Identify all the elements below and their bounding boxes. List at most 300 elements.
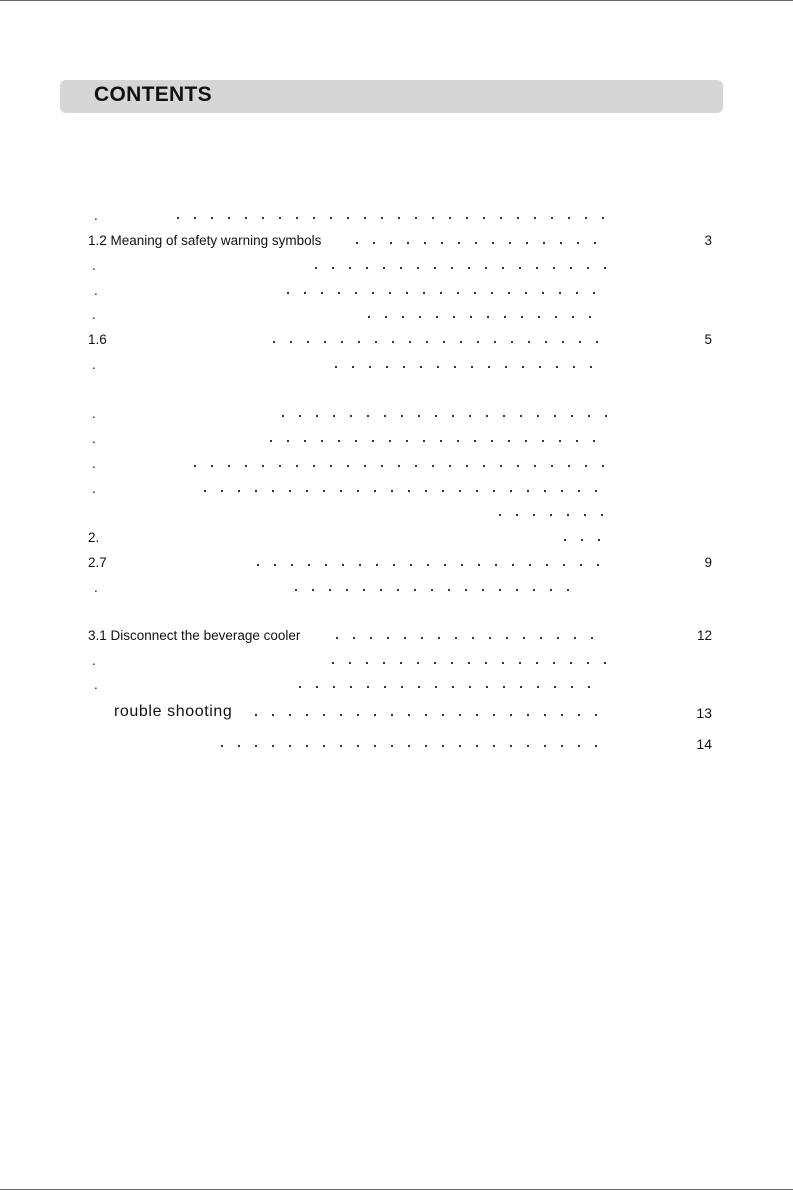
toc-leader-dots	[88, 257, 712, 277]
leader-dot	[355, 440, 357, 442]
leader-dot	[425, 490, 427, 492]
leader-dot	[423, 292, 425, 294]
toc-entry[interactable]	[88, 232, 712, 252]
leader-dot	[537, 686, 539, 688]
leader-dot	[458, 242, 460, 244]
leader-dot	[333, 415, 335, 417]
leader-dot	[290, 341, 292, 343]
leader-dot	[273, 341, 275, 343]
leader-dot	[350, 415, 352, 417]
leader-dot	[488, 366, 490, 368]
leader-dot	[347, 217, 349, 219]
leader-dot	[381, 465, 383, 467]
leader-dot	[482, 589, 484, 591]
leader-dot	[245, 217, 247, 219]
leader-dot	[451, 662, 453, 664]
leader-dot	[465, 589, 467, 591]
leader-dot	[533, 589, 535, 591]
leader-dot	[323, 490, 325, 492]
leader-dot	[255, 745, 257, 747]
leader-dot	[519, 662, 521, 664]
leader-dot	[500, 465, 502, 467]
toc-entry-label: .	[92, 406, 96, 421]
leader-dot	[364, 217, 366, 219]
leader-dot	[495, 564, 497, 566]
toc-leader-dots	[88, 627, 712, 647]
leader-dot	[506, 637, 508, 639]
leader-dot	[367, 686, 369, 688]
leader-dot	[461, 564, 463, 566]
leader-dot	[604, 267, 606, 269]
leader-dot	[594, 242, 596, 244]
leader-dot	[581, 539, 583, 541]
leader-dot	[568, 217, 570, 219]
leader-dot	[315, 267, 317, 269]
leader-dot	[353, 637, 355, 639]
leader-dot	[194, 217, 196, 219]
leader-dot	[527, 714, 529, 716]
leader-dot	[512, 564, 514, 566]
leader-dot	[307, 341, 309, 343]
leader-dot	[406, 292, 408, 294]
leader-dot	[299, 415, 301, 417]
leader-dot	[573, 366, 575, 368]
leader-dot	[346, 589, 348, 591]
leader-dot	[537, 415, 539, 417]
leader-dot	[441, 242, 443, 244]
leader-dot	[602, 217, 604, 219]
leader-dot	[555, 316, 557, 318]
toc-leader-dots	[88, 676, 712, 696]
leader-dot	[540, 637, 542, 639]
leader-dot	[330, 217, 332, 219]
leader-dot	[489, 637, 491, 639]
leader-dot	[538, 316, 540, 318]
leader-dot	[562, 341, 564, 343]
leader-dot	[451, 267, 453, 269]
leader-dot	[332, 267, 334, 269]
leader-dot	[398, 217, 400, 219]
leader-dot	[228, 465, 230, 467]
leader-dot	[542, 292, 544, 294]
leader-dot	[408, 714, 410, 716]
leader-dot	[381, 217, 383, 219]
toc-leader-dots	[88, 331, 712, 351]
leader-dot	[391, 490, 393, 492]
leader-dot	[542, 440, 544, 442]
leader-dot	[436, 316, 438, 318]
leader-dot	[567, 589, 569, 591]
leader-dot	[427, 564, 429, 566]
leader-dot	[387, 637, 389, 639]
leader-dot	[472, 637, 474, 639]
leader-dot	[504, 316, 506, 318]
leader-dot	[502, 267, 504, 269]
toc-entry[interactable]	[88, 627, 712, 647]
toc-leader-dots	[88, 232, 712, 252]
leader-dot	[323, 714, 325, 716]
leader-dot	[419, 316, 421, 318]
toc-entry[interactable]	[88, 207, 712, 227]
leader-dot	[368, 316, 370, 318]
leader-dot	[403, 366, 405, 368]
leader-dot	[554, 415, 556, 417]
leader-dot	[590, 366, 592, 368]
leader-dot	[471, 366, 473, 368]
leader-dot	[415, 465, 417, 467]
leader-dot	[561, 490, 563, 492]
leader-dot	[221, 490, 223, 492]
leader-dot	[442, 490, 444, 492]
leader-dot	[577, 242, 579, 244]
toc-entry[interactable]	[88, 676, 712, 696]
leader-dot	[374, 490, 376, 492]
leader-dot	[476, 490, 478, 492]
leader-dot	[499, 514, 501, 516]
bottom-rule	[0, 1189, 793, 1190]
leader-dot	[585, 217, 587, 219]
toc-entry-label: .	[92, 307, 96, 322]
leader-dot	[316, 686, 318, 688]
leader-dot	[402, 316, 404, 318]
leader-dot	[391, 745, 393, 747]
leader-dot	[420, 366, 422, 368]
leader-dot	[544, 490, 546, 492]
leader-dot	[415, 217, 417, 219]
leader-dot	[493, 714, 495, 716]
leader-dot	[510, 714, 512, 716]
leader-dot	[355, 292, 357, 294]
leader-dot	[494, 341, 496, 343]
leader-dot	[545, 341, 547, 343]
toc-entry-label: rouble shooting	[114, 703, 233, 720]
leader-dot	[588, 415, 590, 417]
leader-dot	[564, 539, 566, 541]
leader-dot	[373, 242, 375, 244]
toc-leader-dots	[88, 207, 712, 227]
leader-dot	[435, 686, 437, 688]
leader-dot	[308, 564, 310, 566]
leader-dot	[561, 745, 563, 747]
toc-entry[interactable]	[88, 529, 712, 549]
leader-dot	[520, 686, 522, 688]
leader-dot	[505, 366, 507, 368]
leader-dot	[245, 465, 247, 467]
leader-dot	[357, 714, 359, 716]
leader-dot	[262, 217, 264, 219]
toc-entry-label: .	[92, 481, 96, 496]
leader-dot	[323, 745, 325, 747]
leader-dot	[589, 316, 591, 318]
leader-dot	[561, 714, 563, 716]
leader-dot	[574, 637, 576, 639]
leader-dot	[605, 415, 607, 417]
leader-dot	[272, 714, 274, 716]
leader-dot	[596, 341, 598, 343]
toc-leader-dots	[88, 430, 712, 450]
leader-dot	[523, 637, 525, 639]
toc-entry-label: 2.7	[88, 555, 107, 570]
leader-dot	[508, 292, 510, 294]
leader-dot	[568, 465, 570, 467]
leader-dot	[493, 745, 495, 747]
toc-entry-label: .	[94, 580, 98, 595]
leader-dot	[398, 465, 400, 467]
leader-dot	[476, 714, 478, 716]
leader-dot	[469, 415, 471, 417]
leader-dot	[238, 745, 240, 747]
leader-dot	[341, 341, 343, 343]
leader-dot	[369, 366, 371, 368]
leader-dot	[306, 714, 308, 716]
leader-dot	[527, 490, 529, 492]
leader-dot	[356, 242, 358, 244]
leader-dot	[376, 564, 378, 566]
leader-dot	[383, 267, 385, 269]
leader-dot	[554, 686, 556, 688]
contents-title: CONTENTS	[94, 83, 212, 106]
toc-entry-page: 14	[696, 736, 712, 752]
leader-dot	[571, 686, 573, 688]
leader-dot	[330, 465, 332, 467]
leader-dot	[449, 217, 451, 219]
leader-dot	[440, 292, 442, 294]
leader-dot	[578, 745, 580, 747]
leader-dot	[324, 341, 326, 343]
leader-dot	[453, 316, 455, 318]
leader-dot	[375, 341, 377, 343]
leader-dot	[587, 662, 589, 664]
leader-dot	[321, 440, 323, 442]
leader-dot	[556, 366, 558, 368]
leader-dot	[425, 714, 427, 716]
leader-dot	[595, 490, 597, 492]
leader-dot	[551, 465, 553, 467]
toc-entry-page: 3	[704, 233, 712, 248]
leader-dot	[503, 415, 505, 417]
leader-dot	[393, 564, 395, 566]
leader-dot	[570, 267, 572, 269]
leader-dot	[475, 242, 477, 244]
leader-dot	[279, 217, 281, 219]
toc-entry-label: .	[92, 258, 96, 273]
leader-dot	[544, 714, 546, 716]
toc-leader-dots	[88, 455, 712, 475]
leader-dot	[357, 490, 359, 492]
toc-leader-dots	[88, 480, 712, 500]
leader-dot	[385, 316, 387, 318]
toc-entry[interactable]	[88, 455, 712, 475]
leader-dot	[194, 465, 196, 467]
leader-dot	[534, 217, 536, 219]
leader-dot	[397, 589, 399, 591]
leader-dot	[486, 415, 488, 417]
leader-dot	[470, 316, 472, 318]
leader-dot	[560, 242, 562, 244]
leader-dot	[347, 465, 349, 467]
leader-dot	[325, 564, 327, 566]
leader-dot	[340, 714, 342, 716]
leader-dot	[557, 637, 559, 639]
leader-dot	[287, 440, 289, 442]
leader-dot	[474, 440, 476, 442]
leader-dot	[485, 267, 487, 269]
leader-dot	[529, 564, 531, 566]
leader-dot	[424, 242, 426, 244]
leader-dot	[553, 662, 555, 664]
leader-dot	[401, 415, 403, 417]
leader-dot	[468, 267, 470, 269]
leader-dot	[525, 440, 527, 442]
leader-dot	[459, 490, 461, 492]
leader-dot	[466, 465, 468, 467]
toc-entry[interactable]	[88, 652, 712, 672]
leader-dot	[595, 745, 597, 747]
toc-entry[interactable]	[88, 554, 712, 574]
toc-entry-label: .	[92, 431, 96, 446]
toc-entry-label: 1.2 Meaning of safety warning symbols	[88, 233, 322, 248]
leader-dot	[543, 242, 545, 244]
leader-dot	[417, 662, 419, 664]
leader-dot	[177, 217, 179, 219]
leader-dot	[434, 662, 436, 664]
leader-dot	[510, 745, 512, 747]
leader-dot	[372, 292, 374, 294]
leader-dot	[349, 662, 351, 664]
leader-dot	[357, 745, 359, 747]
leader-dot	[366, 662, 368, 664]
leader-dot	[539, 366, 541, 368]
leader-dot	[408, 490, 410, 492]
leader-dot	[567, 514, 569, 516]
leader-dot	[340, 490, 342, 492]
leader-dot	[312, 589, 314, 591]
leader-dot	[295, 589, 297, 591]
leader-dot	[553, 267, 555, 269]
leader-dot	[435, 415, 437, 417]
leader-dot	[211, 217, 213, 219]
leader-dot	[492, 242, 494, 244]
toc-entry[interactable]	[88, 356, 712, 376]
leader-dot	[272, 745, 274, 747]
leader-dot	[448, 589, 450, 591]
leader-dot	[510, 490, 512, 492]
toc-entry[interactable]	[88, 480, 712, 500]
leader-dot	[274, 564, 276, 566]
leader-dot	[270, 440, 272, 442]
leader-dot	[350, 686, 352, 688]
leader-dot	[483, 465, 485, 467]
toc-entry[interactable]	[88, 405, 712, 425]
leader-dot	[440, 440, 442, 442]
leader-dot	[533, 514, 535, 516]
toc-leader-dots	[88, 306, 712, 326]
leader-dot	[527, 745, 529, 747]
leader-dot	[352, 366, 354, 368]
toc-entry[interactable]	[88, 282, 712, 302]
toc-entry-label: 2.	[88, 530, 100, 545]
leader-dot	[578, 714, 580, 716]
leader-dot	[408, 745, 410, 747]
toc-leader-dots	[88, 356, 712, 376]
leader-dot	[521, 316, 523, 318]
toc-entry[interactable]	[88, 579, 712, 599]
toc-entry-label: .	[94, 283, 98, 298]
toc-entry-label: 3.1 Disconnect the beverage cooler	[88, 628, 301, 643]
leader-dot	[593, 292, 595, 294]
leader-dot	[289, 714, 291, 716]
leader-dot	[483, 217, 485, 219]
toc-entry[interactable]	[88, 704, 712, 724]
leader-dot	[604, 662, 606, 664]
leader-dot	[469, 686, 471, 688]
leader-dot	[519, 267, 521, 269]
leader-dot	[329, 589, 331, 591]
toc-entry[interactable]	[88, 331, 712, 351]
leader-dot	[221, 745, 223, 747]
leader-dot	[503, 686, 505, 688]
toc-entry-label: .	[92, 653, 96, 668]
leader-dot	[572, 316, 574, 318]
leader-dot	[211, 465, 213, 467]
leader-dot	[520, 415, 522, 417]
leader-dot	[478, 564, 480, 566]
leader-dot	[551, 217, 553, 219]
leader-dot	[598, 539, 600, 541]
leader-dot	[587, 267, 589, 269]
leader-dot	[423, 440, 425, 442]
leader-dot	[367, 415, 369, 417]
leader-dot	[584, 514, 586, 516]
toc-leader-dots	[88, 282, 712, 302]
leader-dot	[585, 465, 587, 467]
leader-dot	[508, 440, 510, 442]
leader-dot	[421, 637, 423, 639]
leader-dot	[338, 440, 340, 442]
leader-dot	[559, 440, 561, 442]
leader-dot	[431, 589, 433, 591]
leader-dot	[364, 465, 366, 467]
leader-dot	[563, 564, 565, 566]
toc-leader-dots	[88, 735, 712, 755]
toc-entry-page: 12	[696, 628, 712, 643]
leader-dot	[409, 341, 411, 343]
leader-dot	[391, 714, 393, 716]
toc-entry[interactable]	[88, 430, 712, 450]
leader-dot	[517, 465, 519, 467]
toc-entry-label: 1.6	[88, 332, 107, 347]
leader-dot	[370, 637, 372, 639]
leader-dot	[383, 662, 385, 664]
toc-entry[interactable]	[88, 735, 712, 755]
leader-dot	[304, 292, 306, 294]
toc-entry[interactable]	[88, 306, 712, 326]
leader-dot	[457, 292, 459, 294]
leader-dot	[384, 415, 386, 417]
toc-leader-dots	[88, 405, 712, 425]
toc-entry[interactable]	[88, 504, 712, 524]
toc-entry[interactable]	[88, 257, 712, 277]
leader-dot	[289, 745, 291, 747]
toc-entry-label: .	[92, 456, 96, 471]
leader-dot	[476, 745, 478, 747]
leader-dot	[335, 366, 337, 368]
leader-dot	[511, 341, 513, 343]
toc-leader-dots	[88, 652, 712, 672]
leader-dot	[522, 366, 524, 368]
leader-dot	[528, 341, 530, 343]
leader-dot	[602, 465, 604, 467]
